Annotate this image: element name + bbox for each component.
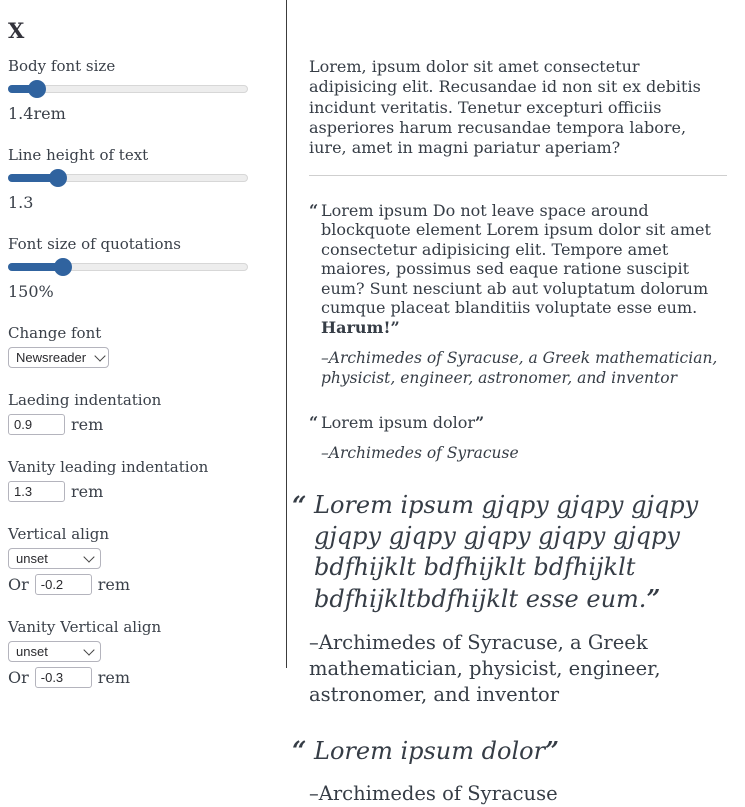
close-quote-mark: ” bbox=[646, 584, 661, 614]
open-quote-mark: “ bbox=[309, 200, 319, 220]
quote-text: Lorem ipsum Do not leave space around blockquote element Lorem ipsum dolor sit amet consectetur adipisicing elit. Tempore amet maiores, possimus sed eaque ratione suscipit eum? Sunt nesciunt ab aut voluptatum dolorum cumque placeat blanditiis voluptate esse eum. bbox=[321, 200, 711, 318]
leading-indentation-unit: rem bbox=[71, 415, 104, 434]
body-font-size-slider[interactable] bbox=[8, 80, 248, 98]
divider bbox=[309, 175, 727, 176]
vanity-vertical-align-unit: rem bbox=[97, 668, 131, 687]
open-quote-mark: “ bbox=[292, 735, 307, 765]
open-quote-mark: “ bbox=[309, 412, 319, 432]
chevron-down-icon bbox=[83, 644, 94, 655]
vanity-vertical-align-label: Vanity Vertical align bbox=[8, 618, 162, 636]
settings-sidebar bbox=[0, 0, 287, 687]
close-quote-mark: ” bbox=[390, 317, 400, 337]
vanity-leading-indentation-unit: rem bbox=[71, 482, 104, 501]
quote-citation: –Archimedes of Syracuse bbox=[321, 444, 519, 463]
vertical-align-unit: rem bbox=[97, 575, 131, 594]
quote-text: Lorem ipsum dolor bbox=[321, 412, 476, 432]
quote-font-size-slider[interactable] bbox=[8, 258, 248, 276]
leading-indentation-input[interactable] bbox=[8, 414, 65, 435]
leading-indentation-group bbox=[8, 391, 274, 435]
close-button[interactable]: X bbox=[8, 18, 25, 43]
vanity-leading-indentation-label: Vanity leading indentation bbox=[8, 458, 209, 476]
vanity-blockquote bbox=[292, 490, 727, 616]
vertical-align-input[interactable] bbox=[35, 574, 92, 595]
quote-text: Lorem ipsum gjqpy gjqpy gjqpy gjqpy gjqpy gjqpy gjqpy gjqpy bdfhijklt bdfhijklt bdfhijklt bdfhijkltbdfhijklt esse eum. bbox=[314, 490, 699, 614]
quote-citation: –Archimedes of Syracuse, a Greek mathematician, physicist, engineer, astronomer, and inventor bbox=[321, 349, 718, 387]
or-label: Or bbox=[8, 575, 29, 594]
vanity-quote-citation: –Archimedes of Syracuse bbox=[309, 781, 558, 805]
slider-thumb[interactable] bbox=[28, 80, 46, 98]
chevron-down-icon bbox=[94, 350, 105, 361]
vanity-vertical-align-select-value: unset bbox=[16, 644, 48, 659]
line-height-label: Line height of text bbox=[8, 146, 149, 164]
close-quote-mark: ” bbox=[545, 735, 559, 765]
line-height-slider[interactable] bbox=[8, 169, 248, 187]
quote-font-size-label: Font size of quotations bbox=[8, 235, 181, 253]
vertical-align-select[interactable] bbox=[8, 548, 101, 569]
line-height-value: 1.3 bbox=[8, 193, 34, 212]
intro-paragraph: Lorem, ipsum dolor sit amet consectetur adipisicing elit. Recusandae id non sit ex debitis incidunt veritatis. Tenetur excepturi officiis asperiores harum recusandae tempora labore, iure, amet in magni pariatur aperiam? bbox=[309, 57, 701, 158]
font-select[interactable] bbox=[8, 347, 109, 368]
quote-text: Lorem ipsum dolor bbox=[314, 736, 546, 765]
vanity-vertical-align-select[interactable] bbox=[8, 641, 101, 662]
body-font-size-group bbox=[8, 57, 274, 123]
quote-bold-text: Harum! bbox=[321, 317, 391, 337]
vertical-align-label: Vertical align bbox=[8, 525, 110, 543]
change-font-label: Change font bbox=[8, 324, 102, 342]
vertical-align-group bbox=[8, 525, 274, 595]
vanity-leading-indentation-group bbox=[8, 458, 274, 502]
preview-panel bbox=[287, 0, 745, 805]
chevron-down-icon bbox=[83, 551, 94, 562]
close-quote-mark: ” bbox=[475, 412, 485, 432]
vanity-quote-citation: –Archimedes of Syracuse, a Greek mathematician, physicist, engineer, astronomer, and inventor bbox=[309, 630, 661, 707]
blockquote bbox=[309, 201, 727, 338]
slider-thumb[interactable] bbox=[54, 258, 72, 276]
body-font-size-value: 1.4rem bbox=[8, 104, 66, 123]
slider-thumb[interactable] bbox=[49, 169, 67, 187]
or-label: Or bbox=[8, 668, 29, 687]
vanity-blockquote bbox=[292, 735, 727, 767]
vertical-align-select-value: unset bbox=[16, 551, 48, 566]
line-height-group bbox=[8, 146, 274, 212]
font-select-value: Newsreader bbox=[16, 350, 87, 365]
leading-indentation-label: Laeding indentation bbox=[8, 391, 162, 409]
blockquote bbox=[309, 413, 727, 433]
quote-font-size-value: 150% bbox=[8, 282, 54, 301]
open-quote-mark: “ bbox=[292, 490, 307, 520]
vanity-vertical-align-input[interactable] bbox=[35, 667, 92, 688]
vanity-vertical-align-group bbox=[8, 618, 274, 688]
vanity-leading-indentation-input[interactable] bbox=[8, 481, 65, 502]
quote-font-size-group bbox=[8, 235, 274, 301]
body-font-size-label: Body font size bbox=[8, 57, 116, 75]
change-font-group bbox=[8, 324, 274, 368]
